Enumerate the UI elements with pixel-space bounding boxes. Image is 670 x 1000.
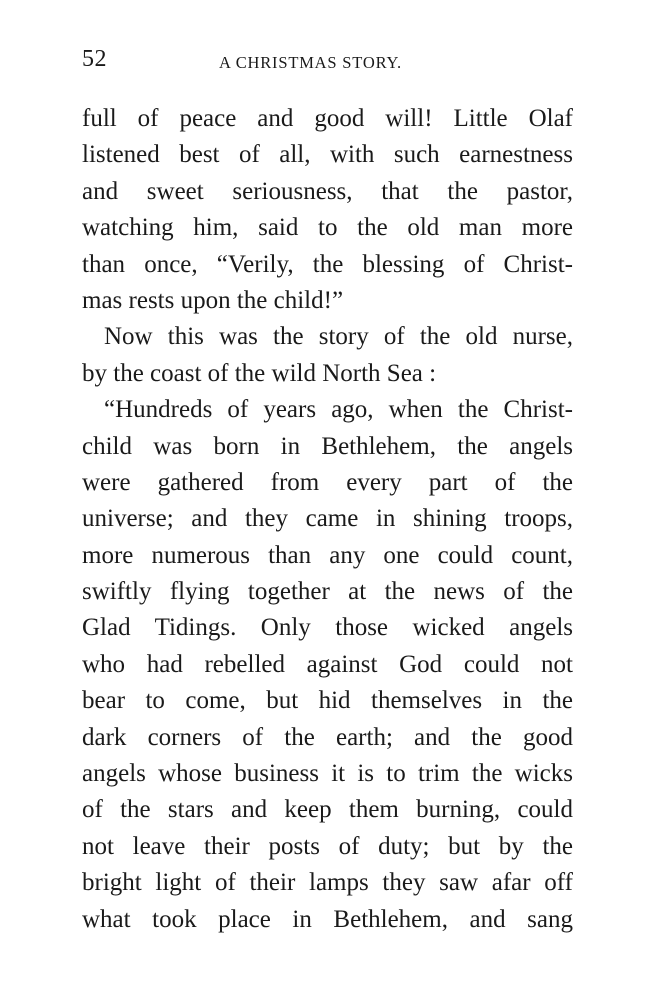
text-line: bright light of their lamps they saw afar off [82,869,573,897]
text-line: of the stars and keep them burning, could [82,796,573,824]
text-line: by the coast of the wild North Sea : [82,359,437,387]
text-line: mas rests upon the child!” [82,286,344,314]
text-line: more numerous than any one could count, [82,541,573,569]
text-line: angels whose business it is to trim the wicks [82,760,573,788]
text-line: child was born in Bethlehem, the angels [82,432,573,460]
text-line: who had rebelled against God could not [82,650,573,678]
text-line: “Hundreds of years ago, when the Christ- [104,396,573,424]
text-line: were gathered from every part of the [82,468,573,496]
text-line: Glad Tidings. Only those wicked angels [82,614,573,642]
text-line: what took place in Bethlehem, and sang [82,905,573,933]
text-line: than once, “Verily, the blessing of Christ- [82,250,573,278]
text-line: not leave their posts of duty; but by the [82,832,573,860]
text-line: dark corners of the earth; and the good [82,723,573,751]
text-line: and sweet seriousness, that the pastor, [82,177,573,205]
text-line: Now this was the story of the old nurse, [104,323,573,351]
text-line: universe; and they came in shining troops, [82,505,573,533]
page-header [82,46,572,76]
text-line: watching him, said to the old man more [82,214,573,242]
text-line: listened best of all, with such earnestness [82,141,573,169]
body-text [82,101,573,938]
running-head: A CHRISTMAS STORY. [219,53,402,72]
page-number: 52 [82,46,107,72]
text-line: swiftly flying together at the news of the [82,578,573,606]
text-line: full of peace and good will! Little Olaf [82,105,573,132]
text-line: bear to come, but hid themselves in the [82,687,573,715]
